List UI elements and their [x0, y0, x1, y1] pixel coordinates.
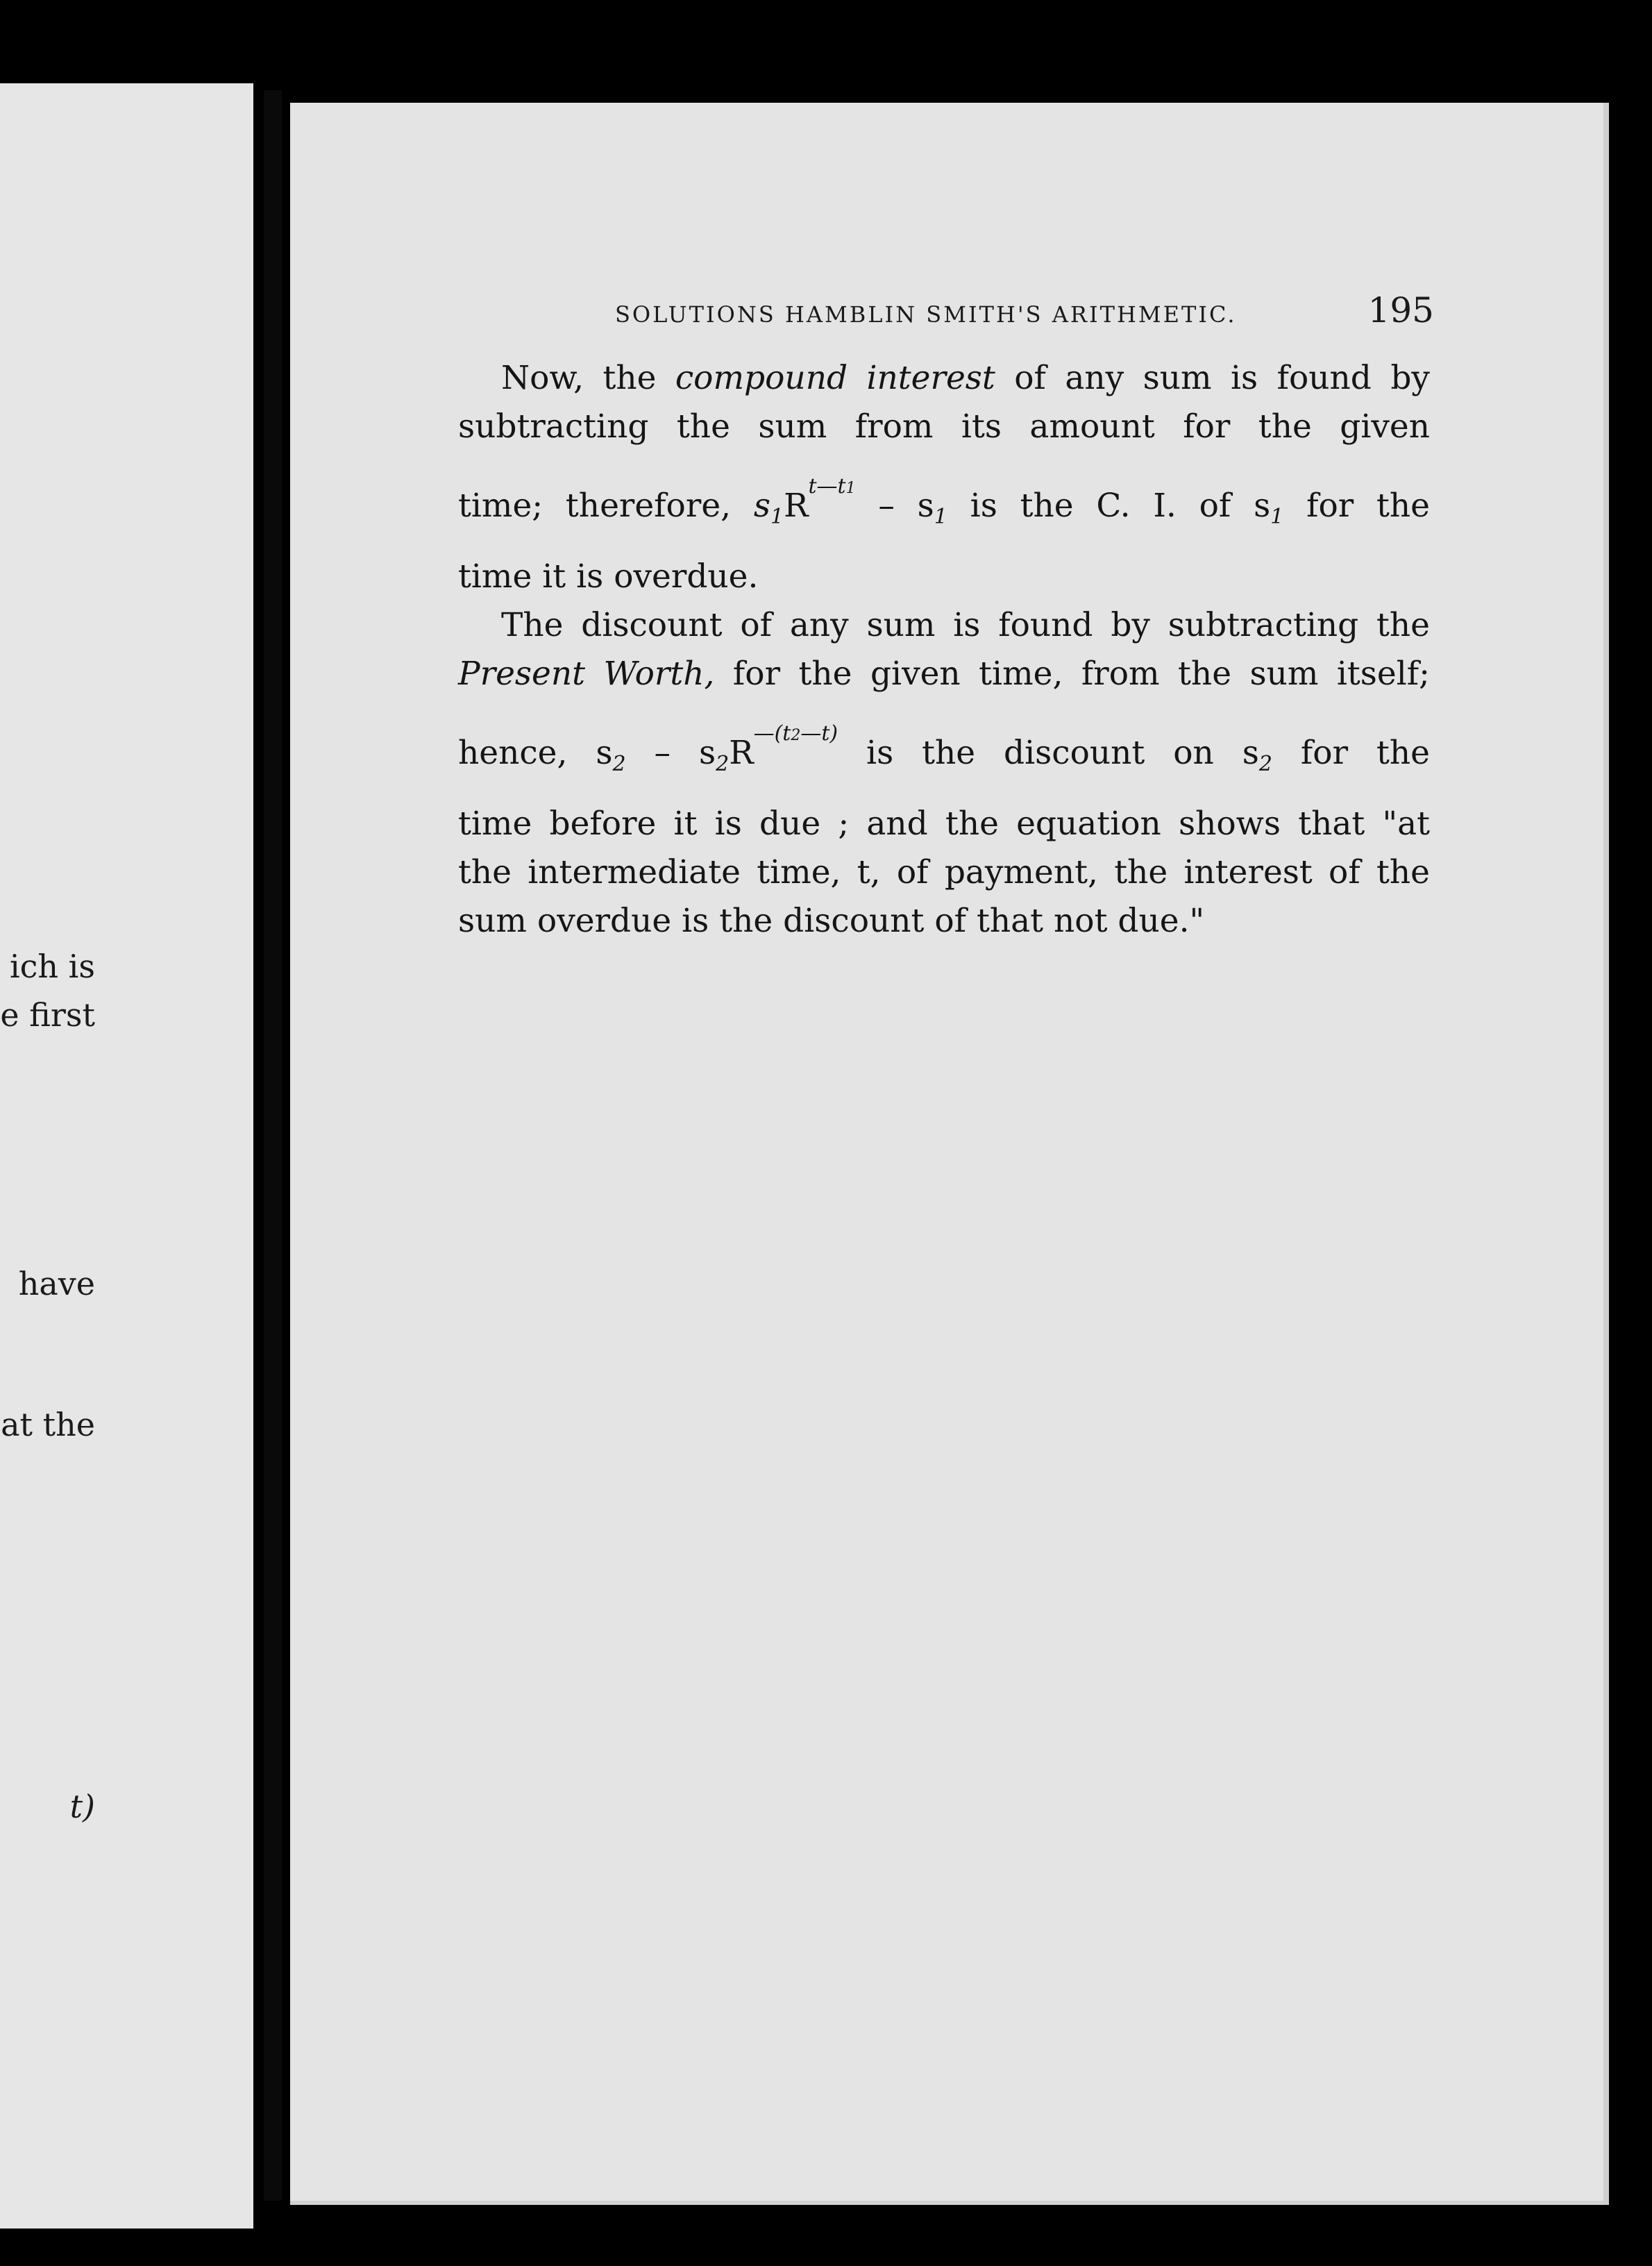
left-page-fragment: e first	[0, 996, 95, 1034]
book-gutter	[264, 90, 282, 2201]
paragraph-1-line-3: time; therefore, $s_1R^{t—t1} - s_1$ is the C. I. of $s_1$ for the	[458, 474, 1430, 529]
page-body	[458, 354, 1430, 946]
page-number: 195	[1367, 290, 1434, 330]
paragraph-2-line-5: the intermediate time, t, of payment, the interest of the	[458, 853, 1430, 891]
left-page-fragment: have	[18, 1265, 95, 1302]
left-page-fragment: t)	[69, 1788, 95, 1825]
paragraph-2-line-2: Present Worth, for the given time, from the sum itself;	[458, 655, 1430, 693]
paragraph-2-line-4: time before it is due ; and the equation shows that "at	[458, 805, 1430, 843]
paragraph-2-line-6: sum overdue is the discount of that not due."	[458, 902, 1205, 940]
paragraph-2-line-3: hence, $s_2 - s_2R^{—(t2—t)}$ is the discount on $s_2$ for the	[458, 721, 1430, 776]
paragraph-1-line-1: Now, the compound interest of any sum is found by	[501, 359, 1430, 397]
paragraph-1-line-4: time it is overdue.	[458, 557, 759, 596]
paragraph-1-line-2: subtracting the sum from its amount for the given	[458, 408, 1430, 446]
paragraph-2-line-1: The discount of any sum is found by subtracting the	[501, 606, 1430, 644]
running-head	[615, 290, 1434, 330]
running-head-title: SOLUTIONS HAMBLIN SMITH'S ARITHMETIC.	[615, 301, 1237, 328]
previous-page-sliver	[0, 83, 253, 2229]
left-page-fragment: at the	[1, 1406, 95, 1443]
left-page-fragment: ich is	[9, 948, 95, 985]
